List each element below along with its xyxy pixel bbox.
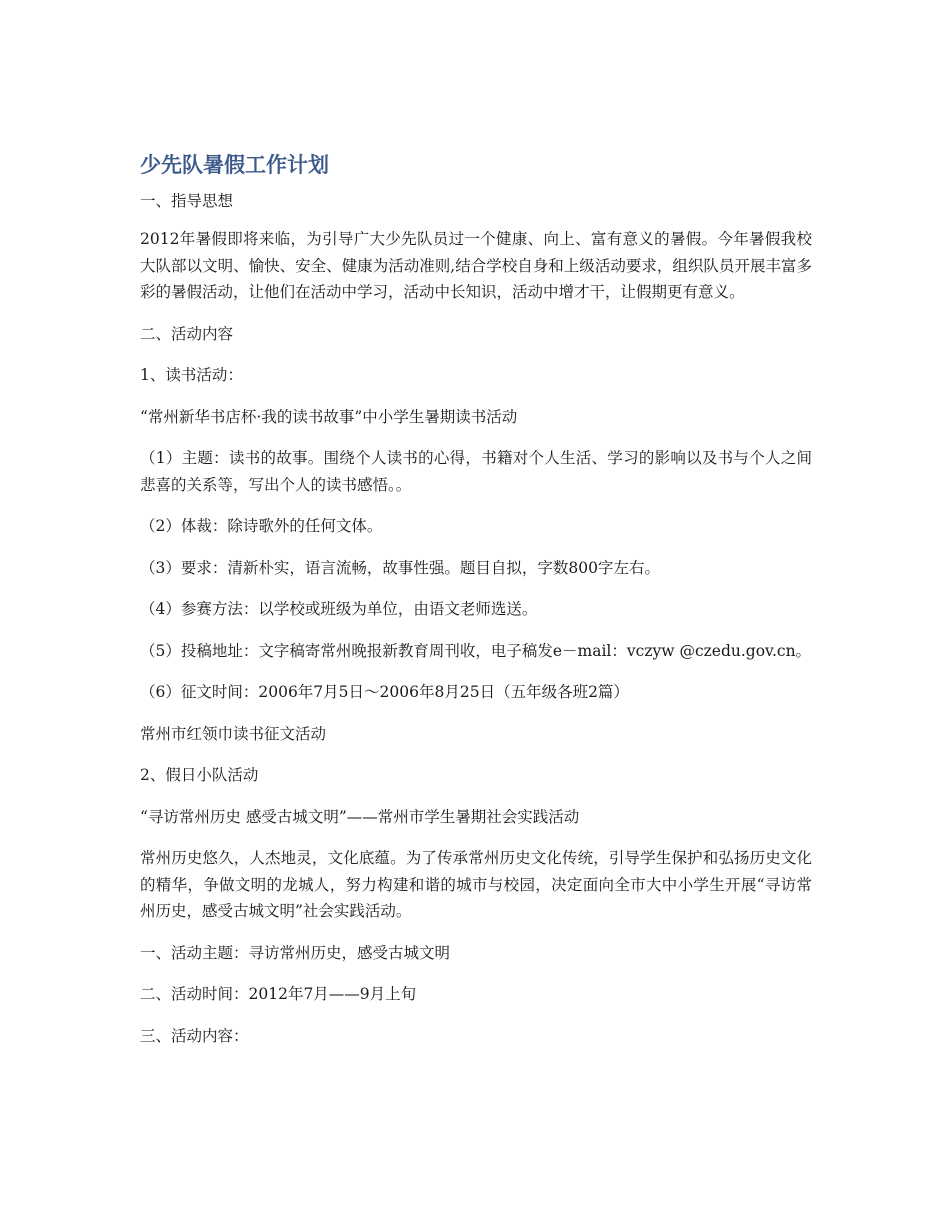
paragraph-entry-method: （4）参赛方法：以学校或班级为单位，由语文老师选送。 bbox=[140, 600, 538, 618]
document-title: 少先队暑假工作计划 bbox=[140, 153, 329, 177]
paragraph-theme: （1）主题：读书的故事。围绕个人读书的心得，书籍对个人生活、学习的影响以及书与个人之间悲喜的关系等，写出个人的读书感悟。。 bbox=[140, 449, 812, 494]
paragraph-practice-event-name: “寻访常州历史 感受古城文明”——常州市学生暑期社会实践活动 bbox=[140, 807, 580, 826]
paragraph-submission-period: （6）征文时间：2006年7月5日～2006年8月25日（五年级各班2篇） bbox=[140, 683, 629, 701]
paragraph-activity-content-heading: 三、活动内容： bbox=[140, 1026, 249, 1045]
section-heading-guiding-ideology: 一、指导思想 bbox=[140, 192, 234, 210]
paragraph-activity-theme: 一、活动主题：寻访常州历史，感受古城文明 bbox=[140, 943, 451, 962]
paragraph-genre: （2）体裁：除诗歌外的任何文体。 bbox=[140, 517, 383, 535]
subheading-reading-activity: 1、读书活动： bbox=[140, 366, 243, 384]
subheading-holiday-team-activity: 2、假日小队活动 bbox=[140, 766, 259, 784]
paragraph-intro: 2012年暑假即将来临，为引导广大少先队员过一个健康、向上、富有意义的暑假。今年暑假我校大队部以文明、愉快、安全、健康为活动准则,结合学校自身和上级活动要求，组织队员开展丰富多彩的暑假活动，让他们在活动中学习，活动中长知识，活动中增才干，让假期更有意义。 bbox=[140, 230, 812, 301]
paragraph-submission-address: （5）投稿地址：文字稿寄常州晚报新教育周刊收，电子稿发e－mail：vczyw @czedu.gov.cn。 bbox=[140, 641, 812, 660]
paragraph-activity-time: 二、活动时间：2012年7月——9月上旬 bbox=[140, 985, 417, 1003]
paragraph-history-intro: 常州历史悠久，人杰地灵，文化底蕴。为了传承常州历史文化传统，引导学生保护和弘扬历史文化的精华，争做文明的龙城人，努力构建和谐的城市与校园，决定面向全市大中小学生开展“寻访常州历史，感受古城文明”社会实践活动。 bbox=[140, 849, 812, 920]
document-page bbox=[140, 150, 812, 1064]
paragraph-red-scarf-essay: 常州市红领巾读书征文活动 bbox=[140, 724, 327, 743]
paragraph-reading-event-name: “常州新华书店杯·我的读书故事”中小学生暑期读书活动 bbox=[140, 407, 518, 426]
section-heading-activity-content: 二、活动内容 bbox=[140, 324, 234, 343]
paragraph-requirements: （3）要求：清新朴实，语言流畅，故事性强。题目自拟，字数800字左右。 bbox=[140, 558, 660, 577]
